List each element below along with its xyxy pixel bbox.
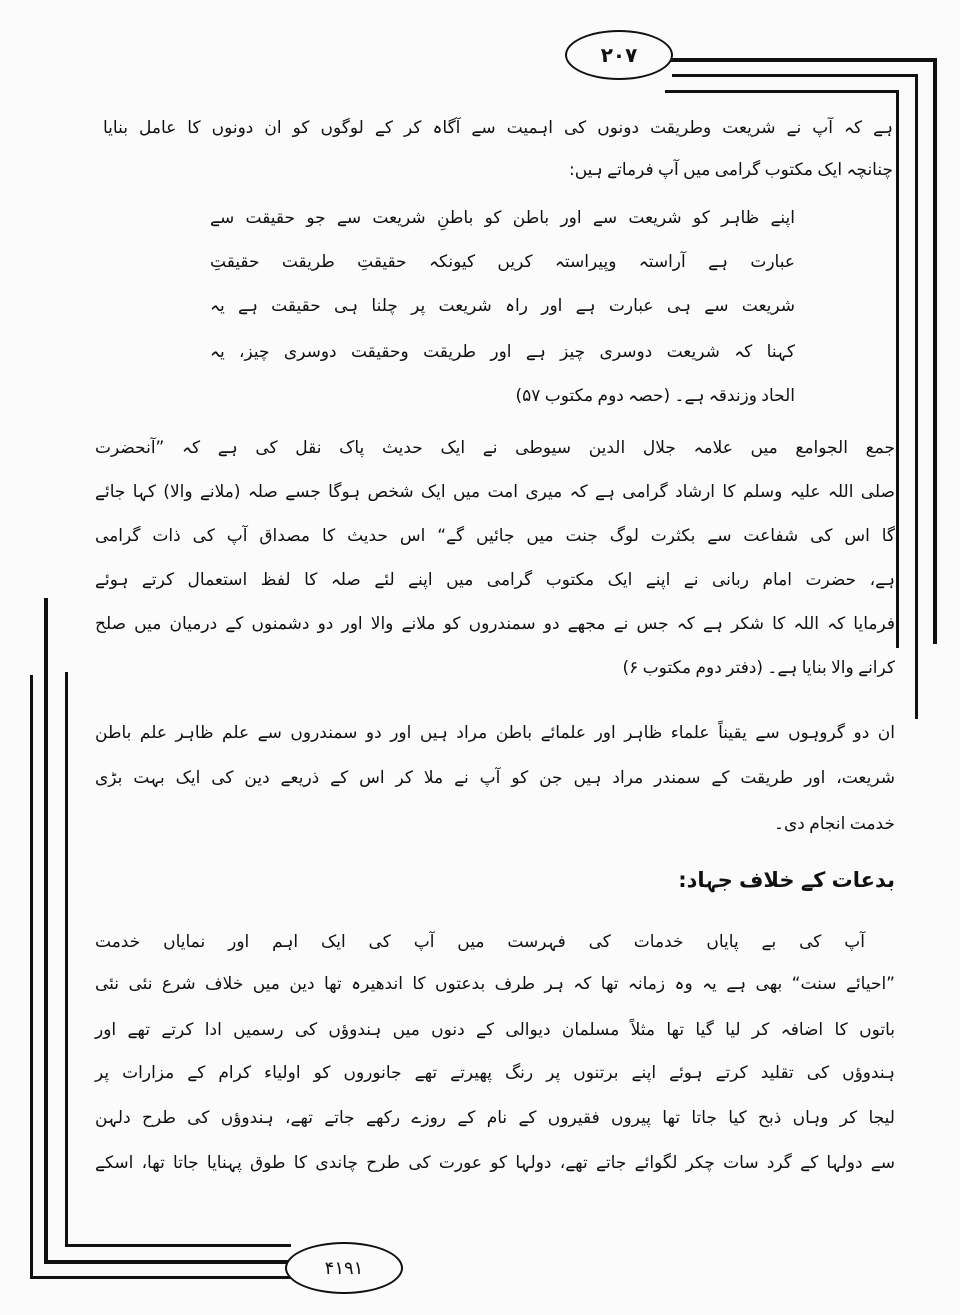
text-line: سے دولہا کے گرد سات چکر لگوائے جاتے تھے، دولہا کو عورت کی طرح چاندی کا طوق پہنایا جاتا تھا، اسکے	[95, 1153, 895, 1173]
top-page-number	[565, 30, 673, 80]
text-line: ہے کہ آپ نے شریعت وطریقت دونوں کی اہمیت سے آگاہ کر کے لوگوں کو ان دونوں کا عامل بنایا	[103, 118, 893, 138]
frame-middle-bottom	[44, 1260, 289, 1264]
text-line: چنانچہ ایک مکتوب گرامی میں آپ فرماتے ہیں:	[568, 160, 893, 180]
frame-inner-left	[65, 672, 68, 1247]
section-heading: بدعات کے خلاف جہاد:	[678, 868, 895, 892]
text-line: کرانے والا بنایا ہے۔ (دفتر دوم مکتوب ۶)	[622, 658, 895, 678]
text-line: ان دو گروہوں سے یقیناً علماء ظاہر اور علمائے باطن مراد ہیں اور دو سمندروں سے علم ظاہر علم باطن	[95, 723, 895, 743]
text-line: جمع الجوامع میں علامہ جلال الدین سیوطی نے ایک حدیث پاک نقل کی ہے کہ ”آنحضرت	[95, 438, 895, 458]
text-line: فرمایا کہ اللہ کا شکر ہے کہ جس نے مجھے دو سمندروں کو ملانے والا اور دو دشمنوں کے درمیان میں صلح	[95, 614, 895, 634]
quote-line: اپنے ظاہر کو شریعت سے اور باطن کو باطنِ شریعت سے جو حقیقت سے	[210, 208, 795, 228]
quote-citation: الحاد وزندقہ ہے۔ (حصہ دوم مکتوب ۵۷)	[515, 386, 795, 406]
text-line: خدمت انجام دی۔	[773, 814, 895, 834]
frame-outer-right	[933, 58, 937, 644]
top-page-number-text: ۲۰۷	[600, 43, 638, 67]
quote-line: کہنا کہ شریعت دوسری چیز ہے اور طریقت وحقیقت دوسری چیز، یہ	[210, 342, 795, 362]
frame-outer-bottom	[30, 1276, 292, 1279]
frame-outer-left	[30, 675, 33, 1279]
frame-middle-right	[915, 74, 918, 719]
frame-middle-left	[44, 598, 48, 1263]
text-line: ہے، حضرت امام ربانی نے اپنے ایک مکتوب گرامی میں اپنے لئے صلہ کا لفظ استعمال کرتے ہوئے	[95, 570, 895, 590]
text-line: صلی اللہ علیہ وسلم کا ارشاد گرامی ہے کہ میری امت میں ایک شخص ہوگا جسے صلہ (ملانے والا) کہا جائے	[95, 482, 895, 502]
frame-inner-top	[665, 90, 899, 93]
bottom-page-number	[285, 1242, 403, 1294]
text-line: ”احیائے سنت“ بھی ہے یہ وہ زمانہ تھا کہ ہر طرف بدعتوں کا اندھیرہ تھا دین میں خلاف شرع نئی نئی	[95, 974, 895, 994]
quote-line: شریعت سے ہی عبارت ہے اور راہ شریعت پر چلنا ہی حقیقت ہے یہ	[210, 296, 795, 316]
text-line: آپ کی بے پایاں خدمات کی فہرست میں آپ کی ایک اہم اور نمایاں خدمت	[95, 932, 865, 952]
frame-middle-top	[672, 74, 918, 77]
text-line: لیجا کر وہاں ذبح کیا جاتا تھا پیروں فقیروں کے نام کے روزے رکھے جاتے تھے، ہندوؤں کی طرح دلہن	[95, 1108, 895, 1128]
text-line: ہندوؤں کی تقلید کرتے ہوئے اپنے برتنوں پر رنگ پھیرتے تھے جانوروں کو اولیاء کرام کے مزارات پر	[95, 1063, 895, 1083]
quote-line: عبارت ہے آراستہ وپیراستہ کریں کیونکہ حقیقتِ طریقت حقیقتِ	[210, 252, 795, 272]
frame-outer-top	[665, 58, 937, 62]
text-line: باتوں کا اضافہ کر لیا گیا تھا مثلاً مسلمان دیوالی کے دنوں میں ہندوؤں کی رسمیں ادا کرتے تھے اور	[95, 1020, 895, 1040]
text-line: گا اس کی شفاعت سے بکثرت لوگ جنت میں جائیں گے“ اس حدیث کا مصداق آپ کی ذات گرامی	[95, 526, 895, 546]
frame-inner-bottom	[65, 1244, 291, 1247]
text-line: شریعت، اور طریقت کے سمندر مراد ہیں جن کو آپ نے ملا کر اس کے ذریعے دین کی ایک بہت بڑی	[95, 768, 895, 788]
frame-inner-right	[896, 90, 899, 648]
bottom-page-number-text: ۴۱۹۱	[324, 1257, 364, 1279]
